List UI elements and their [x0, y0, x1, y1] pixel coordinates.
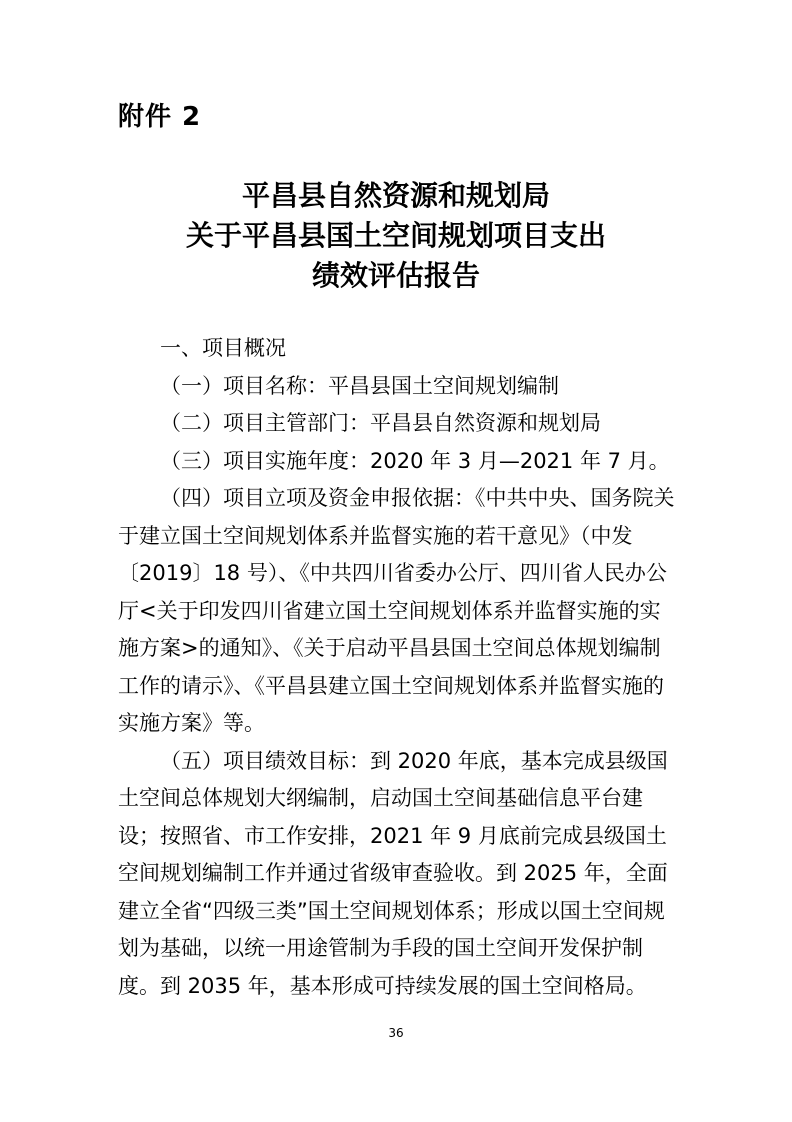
item-performance-goals: （五）项目绩效目标：到 2020 年底，基本完成县级国土空间总体规划大纲编制，启动国土空间基础信息平台建设；按照省、市工作安排，2021 年 9 月底前完成县级国土空间规划编制工作并通过省级审查验收。到 2025 年，全面建立全省“四级三类”国土空间规划体系；形成以国土空间规划为基础，以统一用途管制为手段的国土空间开发保护制度。到 2035 年，基本形成可持续发展的国土空间格局。 [118, 748, 668, 998]
page-number: 36 [388, 1026, 404, 1040]
section-heading: 一、项目概况 [160, 336, 286, 360]
report-title-line-1: 平昌县自然资源和规划局 [241, 179, 550, 212]
item-department: （二）项目主管部门：平昌县自然资源和规划局 [160, 411, 601, 435]
item-project-name: （一）项目名称：平昌县国土空间规划编制 [160, 373, 559, 398]
attachment-label: 附件 2 [118, 102, 202, 132]
section-project-overview [118, 330, 678, 1005]
report-title-line-2: 关于平昌县国土空间规划项目支出 [185, 219, 606, 252]
report-title-line-3: 绩效评估报告 [311, 259, 480, 292]
item-implementation-year: （三）项目实施年度：2020 年 3 月—2021 年 7 月。 [160, 448, 670, 473]
item-basis: （四）项目立项及资金申报依据：《中共中央、国务院关于建立国土空间规划体系并监督实施的若干意见》（中发〔2019〕18 号）、《中共四川省委办公厅、四川省人民办公厅<关于印发四川省建立国土空间规划体系并监督实施的实施方案>的通知》、《关于启动平昌县国土空间总体规划编制工作的请示》、《平昌县建立国土空间规划体系并监督实施的实施方案》等。 [118, 486, 675, 735]
